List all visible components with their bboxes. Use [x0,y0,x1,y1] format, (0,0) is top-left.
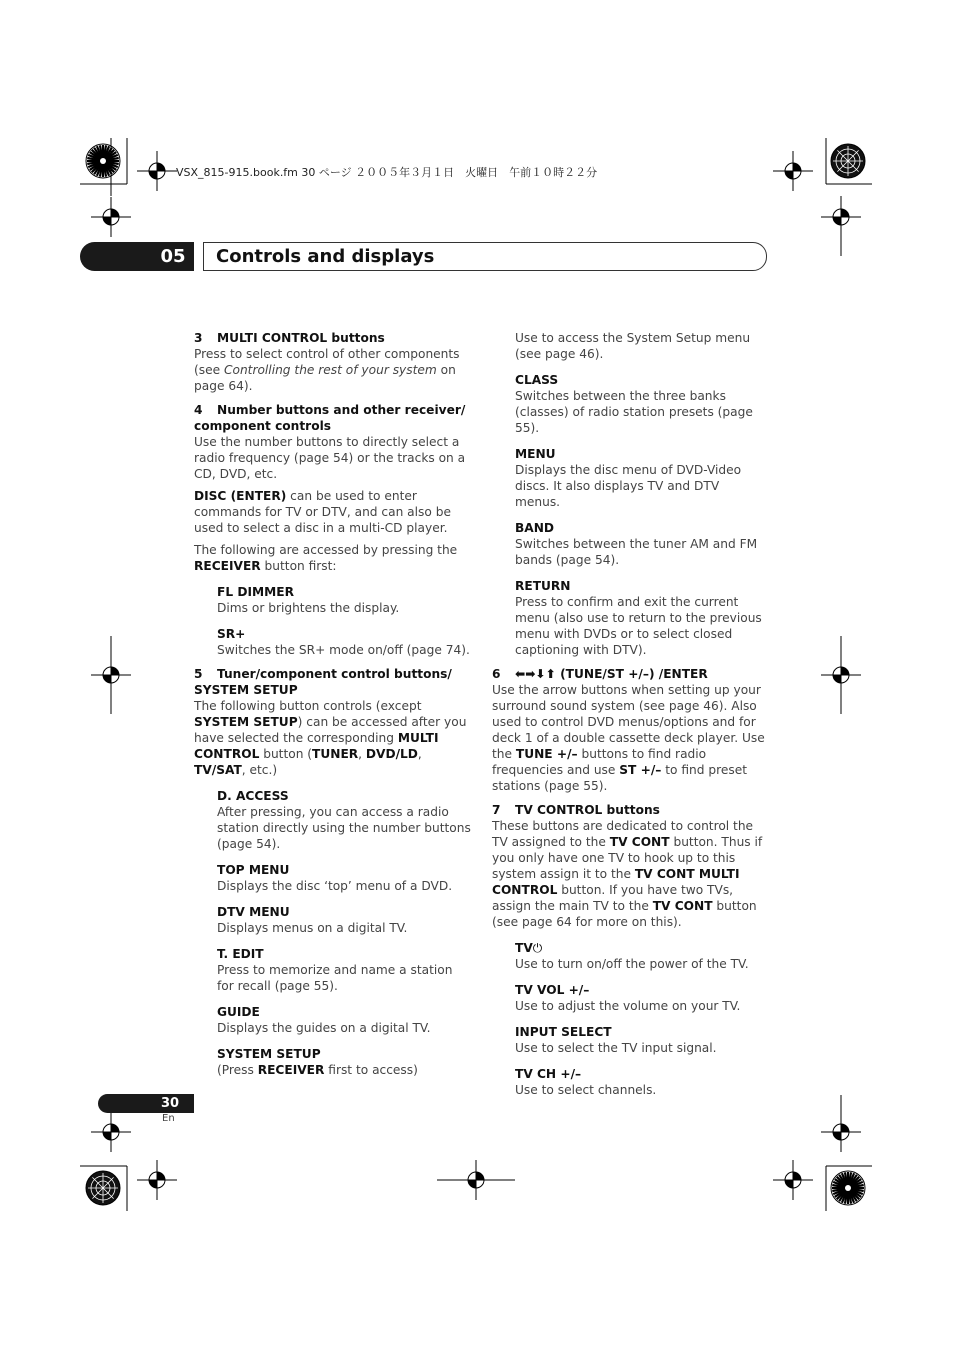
tuner-subitems [194,788,472,1078]
file-info-line: VSX_815-915.book.fm 30 ページ ２００５年３月１日 火曜日 午前１０時２２分 [176,166,598,179]
t-edit-title: T. EDIT [217,947,264,961]
power-icon: ⏻ [532,941,543,955]
section-6-heading: 6 ⬅➡⬇⬆ (TUNE/ST +/–) /ENTER [492,667,708,681]
section-5-text: The following button controls (except SYSTEM SETUP) can be accessed after you have selected the corresponding MULTI CONTROL button (TUNER, DVD/LD, TV/SAT, etc.) [194,699,467,777]
dtv-menu-text: Displays menus on a digital TV. [217,921,408,935]
arrow-keys-icon: ⬅➡⬇⬆ [515,667,556,681]
right-column [492,330,768,1098]
d-access-text: After pressing, you can access a radio station directly using the number buttons (page 54). [217,805,471,851]
tv-vol-title: TV VOL +/– [515,983,590,997]
section-4-text: Use the number buttons to directly select a radio frequency (page 54) or the tracks on a CD, DVD, etc. [194,435,466,481]
tv-vol-text: Use to adjust the volume on your TV. [515,999,741,1013]
top-menu-text: Displays the disc ‘top’ menu of a DVD. [217,879,453,893]
system-setup-continued: Use to access the System Setup menu (see page 46). [515,331,751,361]
tv-power-title: TV⏻ [515,941,543,955]
receiver-note: The following are accessed by pressing the RECEIVER button first: [194,543,458,573]
system-setup-text: (Press RECEIVER first to access) [217,1063,418,1077]
left-column [194,330,472,1078]
top-menu-title: TOP MENU [217,863,290,877]
return-title: RETURN [515,579,571,593]
chapter-title: Controls and displays [216,246,435,267]
tv-ch-text: Use to select channels. [515,1083,657,1097]
input-select-text: Use to select the TV input signal. [515,1041,717,1055]
section-4-heading: 4 Number buttons and other receiver/ component controls [194,403,466,433]
sr-plus-title: SR+ [217,627,246,641]
dtv-menu-title: DTV MENU [217,905,290,919]
tv-subitems [492,940,768,1098]
section-7-text: These buttons are dedicated to control the TV assigned to the TV CONT button. Thus if you only have one TV to hook up to this system assign it to the TV CONT MULTI CONTROL button. If you have two TVs, assign the main TV to the TV CONT button (see page 64 for more on this). [492,819,763,929]
fl-dimmer-title: FL DIMMER [217,585,294,599]
section-5-heading: 5 Tuner/component control buttons/ SYSTEM SETUP [194,667,452,697]
fl-dimmer-text: Dims or brightens the display. [217,601,400,615]
page-number: 30 [160,1096,180,1111]
band-text: Switches between the tuner AM and FM bands (page 54). [515,537,758,567]
receiver-subitems [194,584,472,658]
right-subitems-a [492,330,768,658]
class-title: CLASS [515,373,559,387]
d-access-title: D. ACCESS [217,789,289,803]
section-6-text: Use the arrow buttons when setting up your surround sound system (see page 46). Also used to control DVD menus/options and for deck 1 of a double cassette deck player. Use the TUNE +/– buttons to find radio frequencies and use ST +/– to find preset stations (page 55). [492,683,765,793]
return-text: Press to confirm and exit the current menu (also use to return to the previous menu with DVDs or to select closed captioning with DTV). [515,595,762,657]
page-language: En [162,1113,175,1124]
tv-power-text: Use to turn on/off the power of the TV. [515,957,749,971]
disc-enter-text: DISC (ENTER) can be used to enter commands for TV or DTV, and can also be used to select a disc in a multi-CD player. [194,489,451,535]
input-select-title: INPUT SELECT [515,1025,612,1039]
band-title: BAND [515,521,555,535]
section-3-heading: 3 MULTI CONTROL buttons [194,331,385,345]
tv-ch-title: TV CH +/– [515,1067,582,1081]
class-text: Switches between the three banks (classes) of radio station presets (page 55). [515,389,753,435]
menu-title: MENU [515,447,556,461]
section-3-text: Press to select control of other components (see Controlling the rest of your system on page 64). [194,347,460,393]
system-setup-title: SYSTEM SETUP [217,1047,321,1061]
guide-text: Displays the guides on a digital TV. [217,1021,431,1035]
menu-text: Displays the disc menu of DVD-Video discs. It also displays TV and DTV menus. [515,463,742,509]
sr-plus-text: Switches the SR+ mode on/off (page 74). [217,643,470,657]
t-edit-text: Press to memorize and name a station for recall (page 55). [217,963,453,993]
chapter-number: 05 [160,246,186,267]
guide-title: GUIDE [217,1005,260,1019]
section-7-heading: 7 TV CONTROL buttons [492,803,660,817]
